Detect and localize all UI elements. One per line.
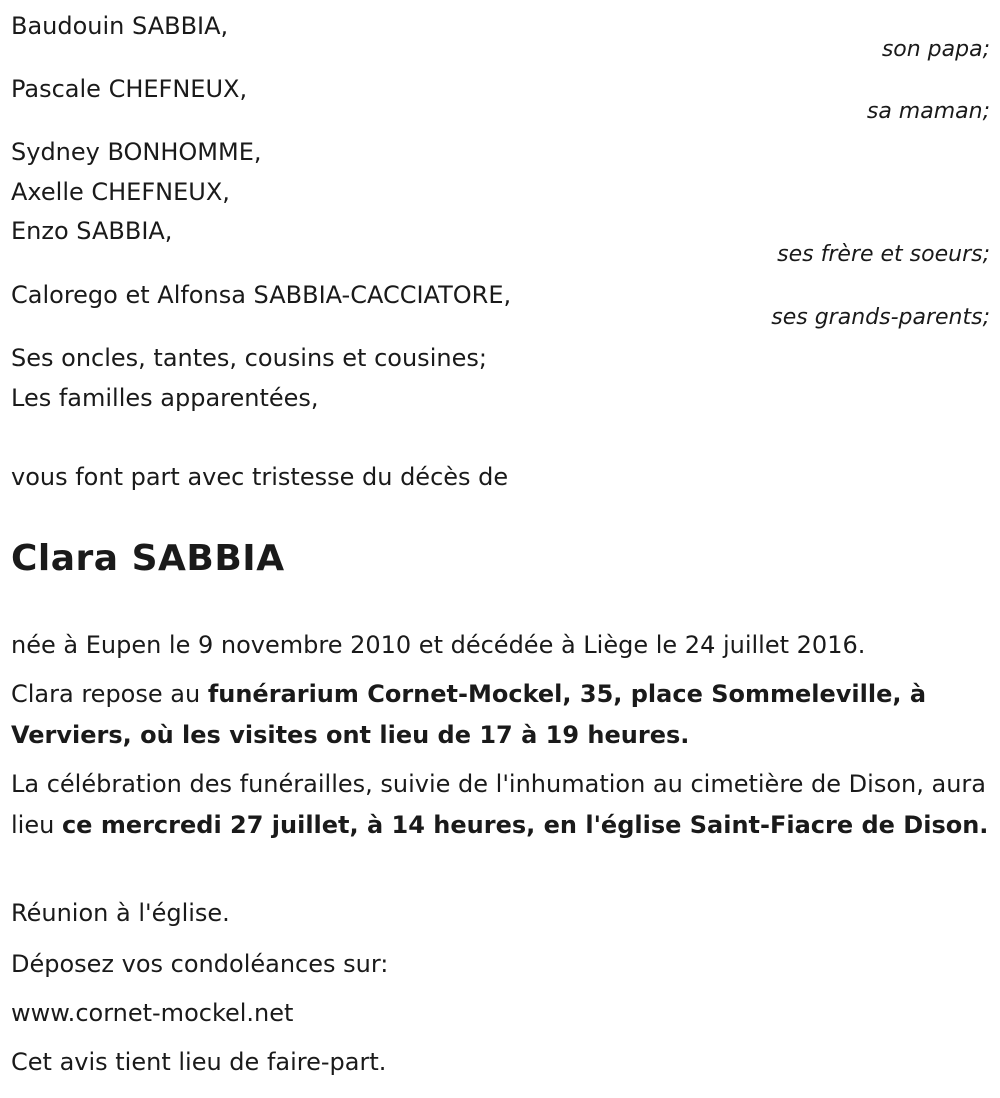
mother-role: sa maman;: [866, 99, 990, 124]
birth-death-dates: née à Eupen le 9 novembre 2010 et décédée à Liège le 24 juillet 2016.: [11, 631, 866, 659]
resting-place-paragraph: [11, 674, 990, 756]
funeral-paragraph: [11, 764, 990, 846]
announcement-text: vous font part avec tristesse du décès de: [11, 463, 509, 491]
deceased-name: Clara SABBIA: [11, 538, 285, 579]
father-name: Baudouin SABBIA,: [11, 12, 229, 40]
condolences-label: Déposez vos condoléances sur:: [11, 950, 389, 978]
extended-family: Ses oncles, tantes, cousins et cousines;: [11, 344, 487, 372]
sibling-name: Sydney BONHOMME,: [11, 138, 262, 166]
website-link[interactable]: www.cornet-mockel.net: [11, 999, 294, 1027]
related-families: Les familles apparentées,: [11, 384, 319, 412]
grandparents-role: ses grands-parents;: [771, 305, 990, 330]
siblings-role: ses frère et soeurs;: [777, 242, 990, 267]
funeral-prefix: La célébration des funérailles, suivie de l'inhumation au cimetière de Dison, aura lieu: [11, 770, 986, 839]
closing-note: Cet avis tient lieu de faire-part.: [11, 1048, 387, 1076]
sibling-name: Axelle CHEFNEUX,: [11, 178, 230, 206]
grandparents-name: Caloregо et Alfonsa SABBIA-CACCIATORE,: [11, 281, 512, 309]
resting-place-prefix: Clara repose au: [11, 680, 208, 708]
sibling-name: Enzo SABBIA,: [11, 217, 173, 245]
funeral-details: ce mercredi 27 juillet, à 14 heures, en l'église Saint-Fiacre de Dison.: [61, 811, 989, 839]
father-role: son papa;: [881, 37, 990, 62]
meeting-note: Réunion à l'église.: [11, 899, 230, 927]
resting-place-details: funérarium Cornet-Mockel, 35, place Sommeleville, à Verviers, où les visites ont lieu de 17 à 19 heures.: [11, 680, 927, 749]
mother-name: Pascale CHEFNEUX,: [11, 75, 248, 103]
